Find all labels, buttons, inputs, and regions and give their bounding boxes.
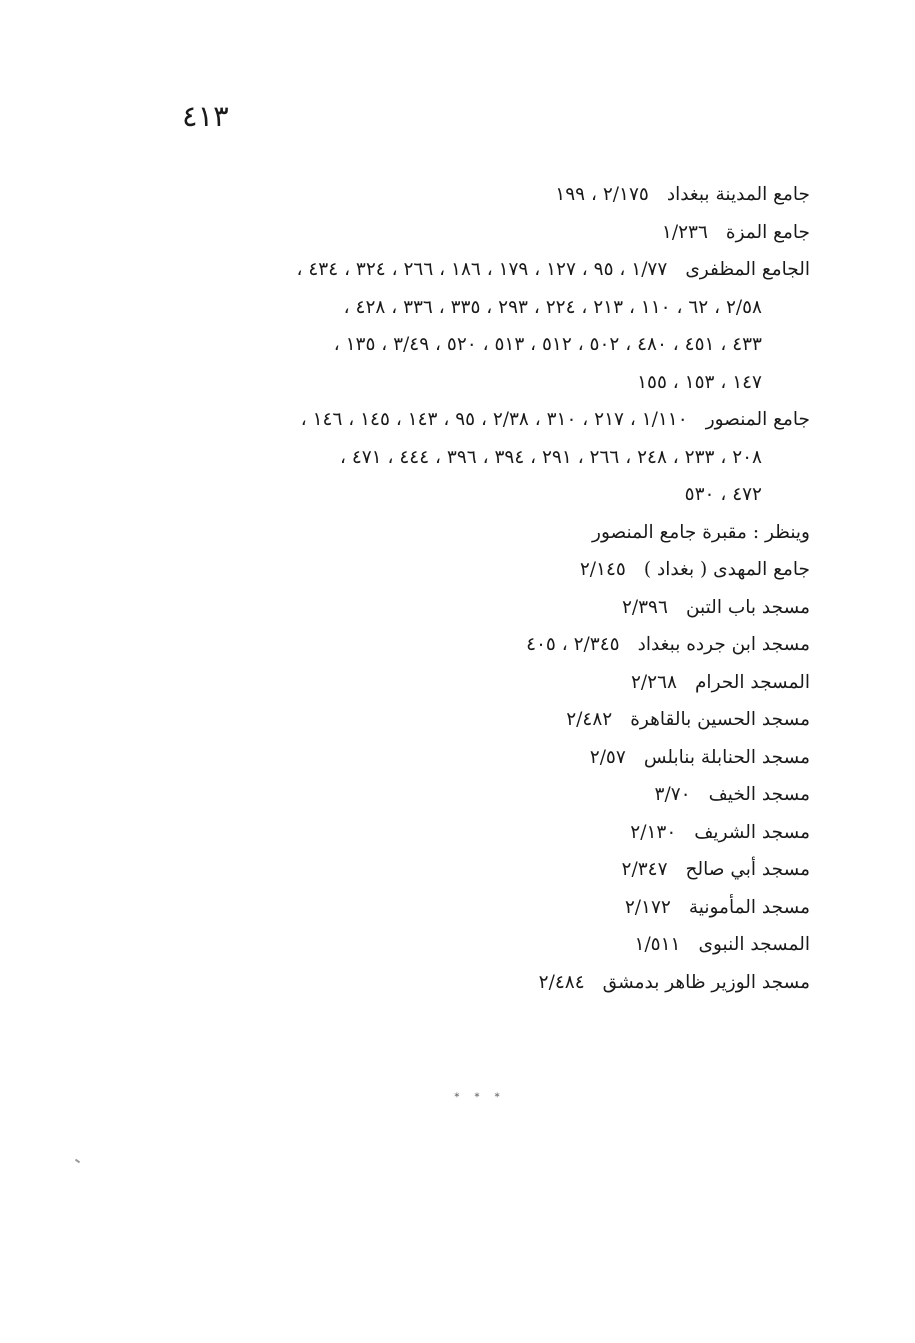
index-entry (130, 589, 810, 627)
index-entry-continuation (130, 476, 810, 514)
entry-heading: المسجد الحرام (694, 671, 810, 693)
index-entry (130, 701, 810, 739)
scan-speck (75, 1159, 80, 1164)
entry-references: ٢/١٧٢ (624, 896, 671, 918)
entry-heading: جامع المدينة ببغداد (666, 184, 810, 205)
entry-heading: مسجد الحنابلة بنابلس (643, 746, 810, 768)
index-entry (130, 739, 810, 777)
index-entry-continuation (130, 326, 810, 364)
index-entry (130, 776, 810, 814)
entry-references: ٢/٣٩٦ (621, 596, 668, 618)
entry-references: ٢/١٣٠ (630, 821, 677, 843)
entry-references: ١/٢٣٦ (661, 221, 708, 243)
section-end-ornament: * * * (454, 1092, 506, 1103)
index-entry-continuation (130, 439, 810, 477)
entry-heading: مسجد أبي صالح (685, 859, 810, 880)
entry-references: ٣/٧٠ (654, 784, 691, 805)
entry-references: ٤٣٣ ، ٤٥١ ، ٤٨٠ ، ٥٠٢ ، ٥١٢ ، ٥١٣ ، ٥٢٠ ، ٣/٤٩ ، ١٣٥ ، (333, 334, 762, 355)
entry-references: ١/٧٧ ، ٩٥ ، ١٢٧ ، ١٧٩ ، ١٨٦ ، ٢٦٦ ، ٣٢٤ ، ٤٣٤ ، (296, 259, 668, 280)
index-entry (130, 926, 810, 964)
index-cross-reference (130, 514, 810, 552)
index-entry (130, 664, 810, 702)
entry-references: ٢/١٤٥ (579, 559, 626, 580)
index-entry-continuation (130, 289, 810, 327)
index-entry (130, 176, 810, 214)
index-entry (130, 851, 810, 889)
index-entry (130, 964, 810, 1002)
entry-heading: المسجد النبوى (698, 934, 810, 955)
entry-heading: مسجد الوزير ظاهر بدمشق (602, 971, 810, 993)
entry-heading: مسجد باب التبن (685, 596, 810, 618)
entry-heading: جامع المنصور (705, 409, 810, 430)
entry-references: ٢/٤٨٤ (538, 971, 585, 993)
entry-heading: مسجد الشريف (694, 821, 810, 843)
entry-references: ٢/٥٧ (589, 746, 626, 768)
entry-heading: مسجد المأمونية (688, 896, 810, 918)
index-entry (130, 401, 810, 439)
entry-heading: الجامع المظفرى (685, 259, 810, 280)
index-entries (130, 176, 810, 1001)
entry-references: ٢/٣٤٥ ، ٤٠٥ (526, 634, 620, 655)
entry-references: ٢/٤٨٢ (566, 709, 613, 730)
index-entry (130, 251, 810, 289)
index-entry-continuation (130, 364, 810, 402)
page-number: ٤١٣ (182, 99, 229, 133)
entry-references: ٤٧٢ ، ٥٣٠ (684, 484, 762, 505)
index-entry (130, 889, 810, 927)
entry-references: ١٤٧ ، ١٥٣ ، ١٥٥ (637, 371, 762, 393)
entry-references: ٢/٢٦٨ (630, 671, 677, 693)
index-entry (130, 814, 810, 852)
index-entry (130, 626, 810, 664)
entry-heading: وينظر : مقبرة جامع المنصور (592, 521, 810, 543)
index-entry (130, 214, 810, 252)
entry-heading: جامع المزة (725, 221, 810, 243)
entry-heading: مسجد الحسين بالقاهرة (630, 709, 810, 730)
entry-heading: جامع المهدى ( بغداد ) (643, 559, 810, 580)
entry-references: ٢/١٧٥ ، ١٩٩ (555, 184, 649, 205)
entry-references: ٢/٥٨ ، ٦٢ ، ١١٠ ، ٢١٣ ، ٢٢٤ ، ٢٩٣ ، ٣٣٥ ، ٣٣٦ ، ٤٢٨ ، (343, 296, 762, 318)
entry-references: ١/١١٠ ، ٢١٧ ، ٣١٠ ، ٢/٣٨ ، ٩٥ ، ١٤٣ ، ١٤٥ ، ١٤٦ ، (300, 409, 688, 430)
index-entry (130, 551, 810, 589)
entry-heading: مسجد ابن جرده ببغداد (637, 634, 810, 655)
entry-references: ٢٠٨ ، ٢٣٣ ، ٢٤٨ ، ٢٦٦ ، ٢٩١ ، ٣٩٤ ، ٣٩٦ ، ٤٤٤ ، ٤٧١ ، (339, 446, 762, 468)
entry-references: ٢/٣٤٧ (621, 859, 668, 880)
entry-references: ١/٥١١ (634, 934, 681, 955)
entry-heading: مسجد الخيف (708, 784, 810, 805)
